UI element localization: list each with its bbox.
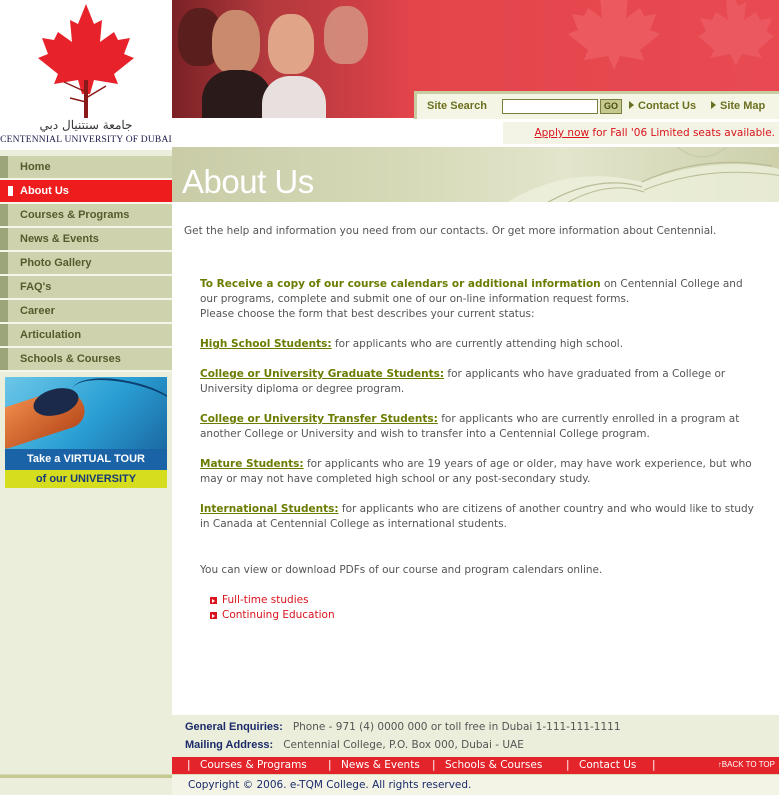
sidebar-item-articulation[interactable]: Articulation — [0, 324, 172, 346]
status-item — [200, 502, 760, 532]
student-face-4 — [324, 6, 368, 64]
footer-separator: | — [566, 759, 570, 771]
apply-bar — [172, 119, 779, 146]
mailing-address-label: Mailing Address: — [185, 739, 274, 751]
status-item — [200, 367, 760, 397]
student-shirt-2 — [262, 76, 326, 118]
pdf-intro-text: You can view or download PDFs of our course and program calendars online. — [200, 564, 603, 576]
search-bar — [414, 91, 779, 119]
choose-text: Please choose the form that best describes your current status: — [200, 308, 535, 320]
status-description: for applicants who are currently enrolled in a program at another College or University and wish to transfer into a Centennial College program. — [200, 413, 740, 440]
status-item — [200, 457, 760, 487]
virtual-tour-line1: Take a VIRTUAL TOUR — [5, 449, 167, 470]
search-label: Site Search — [427, 100, 487, 112]
footer-separator: | — [187, 759, 191, 771]
sidebar-nav — [0, 156, 172, 372]
contact-us-label: Contact Us — [638, 100, 697, 112]
status-description: for applicants who are currently attending high school. — [331, 338, 624, 350]
site-map-link[interactable] — [711, 100, 765, 112]
copyright-text: Copyright © 2006. e-TQM College. All rights reserved. — [188, 779, 472, 791]
request-heading: To Receive a copy of our course calendars or additional information — [200, 278, 601, 290]
continuing-education-link[interactable] — [210, 608, 335, 623]
status-description: for applicants who are citizens of another country and who would like to study in Canada at Centennial College as international students. — [200, 503, 754, 530]
virtual-tour-banner[interactable] — [5, 377, 167, 488]
general-enquiries-row — [185, 721, 621, 733]
up-arrow-icon: ↑ — [717, 760, 722, 769]
virtual-tour-image — [5, 377, 167, 449]
info-request-block — [200, 277, 760, 547]
logo-arabic-text: جامعة سنتنيال دبي — [39, 118, 133, 132]
sidebar-item-courses-programs[interactable]: Courses & Programs — [0, 204, 172, 226]
pdf-link-label: Full-time studies — [222, 594, 309, 606]
footer-link-news-events[interactable]: News & Events — [341, 759, 420, 771]
logo-english-text: CENTENNIAL UNIVERSITY OF DUBAI — [0, 135, 172, 145]
page-banner — [172, 147, 779, 202]
search-input[interactable] — [502, 99, 598, 114]
contact-us-link[interactable] — [629, 100, 696, 112]
general-enquiries-value: Phone - 971 (4) 0000 000 or toll free in Dubai 1-111-111-1111 — [292, 721, 621, 733]
footer-separator: | — [328, 759, 332, 771]
status-item — [200, 412, 760, 442]
request-text: on Centennial College and our programs, complete and submit one of our on-line information request forms. — [200, 278, 743, 305]
footer-link-schools-courses[interactable]: Schools & Courses — [445, 759, 543, 771]
full-time-studies-link[interactable] — [210, 593, 335, 608]
footer-link-contact-us[interactable]: Contact Us — [579, 759, 637, 771]
sidebar-item-about-us[interactable]: About Us — [0, 180, 172, 202]
mature-students-link[interactable]: Mature Students: — [200, 458, 304, 470]
general-enquiries-label: General Enquiries: — [185, 721, 283, 733]
bullet-arrow-icon — [210, 612, 217, 619]
high-school-students-link[interactable]: High School Students: — [200, 338, 332, 350]
transfer-students-link[interactable]: College or University Transfer Students: — [200, 413, 438, 425]
mailing-address-row — [185, 739, 524, 751]
student-face-2 — [212, 10, 260, 74]
site-map-label: Site Map — [720, 100, 766, 112]
sidebar-item-news-events[interactable]: News & Events — [0, 228, 172, 250]
pdf-links — [210, 593, 335, 623]
apply-now-link[interactable]: Apply now — [534, 127, 590, 139]
sidebar-item-home[interactable]: Home — [0, 156, 172, 178]
footer-link-courses-programs[interactable]: Courses & Programs — [200, 759, 307, 771]
footer-nav — [172, 757, 779, 774]
back-to-top-link[interactable] — [718, 760, 775, 769]
graduate-students-link[interactable]: College or University Graduate Students: — [200, 368, 445, 380]
logo[interactable] — [0, 0, 172, 150]
go-button[interactable]: GO — [600, 99, 622, 114]
intro-text: Get the help and information you need from our contacts. Or get more information about Centennial. — [184, 225, 717, 237]
open-book-icon — [472, 147, 779, 202]
copyright-bar — [0, 774, 779, 795]
copyright-left-strip — [0, 775, 172, 795]
arrow-right-icon — [629, 101, 634, 109]
student-face-3 — [268, 14, 314, 74]
international-students-link[interactable]: International Students: — [200, 503, 339, 515]
apply-text: for Fall '06 Limited seats available. — [589, 127, 775, 139]
students-photo — [172, 0, 412, 118]
status-item — [200, 337, 760, 352]
page-title: About Us — [182, 163, 314, 200]
bullet-arrow-icon — [210, 597, 217, 604]
sidebar-item-career[interactable]: Career — [0, 300, 172, 322]
sidebar-item-schools-courses[interactable]: Schools & Courses — [0, 348, 172, 370]
pdf-link-label: Continuing Education — [222, 609, 335, 621]
sidebar-item-photo-gallery[interactable]: Photo Gallery — [0, 252, 172, 274]
sidebar-item-faqs[interactable]: FAQ's — [0, 276, 172, 298]
footer-contact-info — [172, 715, 779, 757]
mailing-address-value: Centennial College, P.O. Box 000, Dubai - UAE — [283, 739, 524, 751]
virtual-tour-line2: of our UNIVERSITY — [5, 470, 167, 488]
back-to-top-label: BACK TO TOP — [721, 760, 775, 769]
apply-announcement — [503, 122, 779, 144]
request-paragraph — [200, 277, 760, 322]
arrow-right-icon — [711, 101, 716, 109]
footer-separator: | — [652, 759, 656, 771]
maple-leaf-icon — [34, 2, 138, 118]
status-description: for applicants who are 19 years of age or older, may have work experience, but who may or may not have completed high school or any post-secondary study. — [200, 458, 752, 485]
status-description: for applicants who have graduated from a College or University diploma or degree program. — [200, 368, 726, 395]
footer-separator: | — [432, 759, 436, 771]
left-sidebar — [0, 0, 172, 795]
